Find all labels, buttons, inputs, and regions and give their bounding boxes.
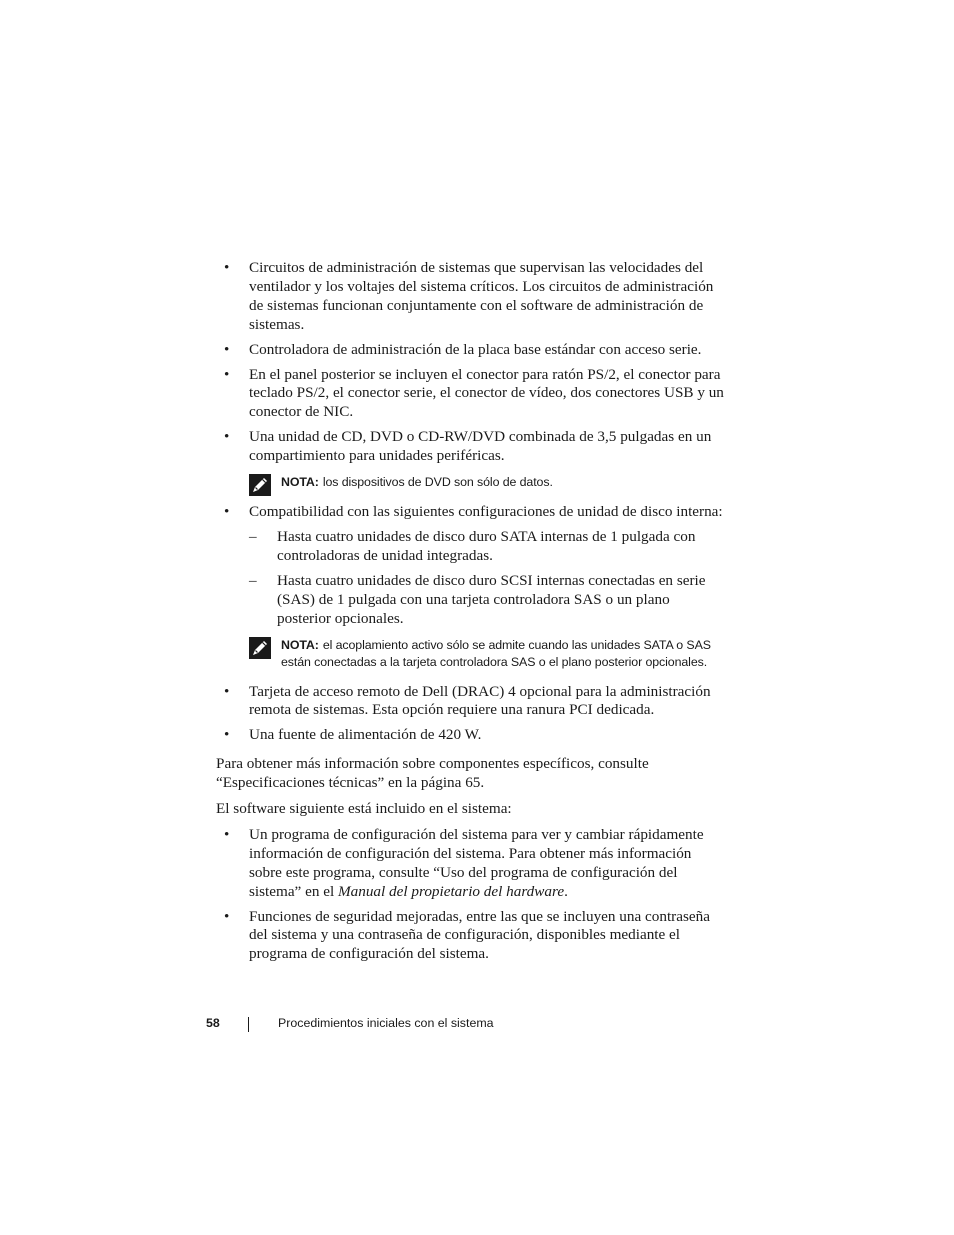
chapter-title: Procedimientos iniciales con el sistema bbox=[278, 1016, 494, 1030]
sub-list-item bbox=[216, 572, 726, 629]
bullet-marker: • bbox=[224, 428, 230, 446]
list-item-text: Funciones de seguridad mejoradas, entre las que se incluyen una contraseña del sistema y una contraseña de configuración, disponibles mediante el programa de configuración del sistema. bbox=[249, 907, 710, 963]
list-item-text: Tarjeta de acceso remoto de Dell (DRAC) 4 opcional para la administración remota de sistemas. Esta opción requiere una ranura PCI dedicada. bbox=[249, 682, 711, 719]
list-item bbox=[216, 908, 726, 965]
page-number: 58 bbox=[206, 1016, 220, 1030]
list-item-text: Compatibilidad con las siguientes configuraciones de unidad de disco interna: bbox=[249, 503, 723, 521]
list-item-text: Controladora de administración de la placa base estándar con acceso serie. bbox=[249, 340, 702, 358]
list-item bbox=[216, 259, 726, 335]
note-label: NOTA: bbox=[281, 637, 319, 652]
note-label: NOTA: bbox=[281, 475, 319, 490]
note-pencil-icon bbox=[249, 637, 271, 659]
list-item-text: Un programa de configuración del sistema para ver y cambiar rápidamente información de configuración del sistema. Para obtener más información sobre este programa, consulte “Uso del programa de configuración del sistema” en el bbox=[249, 825, 704, 900]
paragraph-software-intro: El software siguiente está incluido en el sistema: bbox=[216, 800, 512, 818]
list-item-text: En el panel posterior se incluyen el conector para ratón PS/2, el conector para teclado PS/2, el conector serie, el conector de vídeo, dos conectores USB y un conector de NIC. bbox=[249, 365, 724, 421]
list-item bbox=[216, 341, 726, 360]
list-item bbox=[216, 503, 726, 522]
manual-title: Manual del propietario del hardware bbox=[337, 882, 565, 900]
note-hot-plug bbox=[216, 637, 726, 671]
dash-marker: – bbox=[249, 527, 257, 545]
list-item-text: Una fuente de alimentación de 420 W. bbox=[249, 726, 482, 744]
dash-marker: – bbox=[249, 571, 257, 589]
list-item bbox=[216, 683, 726, 721]
list-item bbox=[216, 366, 726, 423]
note-text: el acoplamiento activo sólo se admite cuando las unidades SATA o SAS están conectadas a la tarjeta controladora SAS o el plano posterior opcionales. bbox=[281, 637, 711, 669]
note-text: los dispositivos de DVD son sólo de datos. bbox=[322, 475, 553, 490]
paragraph-more-info: Para obtener más información sobre componentes específicos, consulte “Especificaciones técnicas” en la página 65. bbox=[216, 755, 649, 792]
bullet-marker: • bbox=[224, 503, 230, 521]
sub-list-item-text: Hasta cuatro unidades de disco duro SCSI internas conectadas en serie (SAS) de 1 pulgada con una tarjeta controladora SAS o un plano posterior opcionales. bbox=[277, 571, 706, 627]
sub-list-item bbox=[216, 528, 726, 566]
bullet-marker: • bbox=[224, 726, 230, 744]
list-item-text: Circuitos de administración de sistemas que supervisan las velocidades del ventilador y los voltajes del sistema críticos. Los circuitos de administración de sistemas funcionan conjuntamente con el software de administración de sistemas. bbox=[249, 259, 714, 333]
list-item bbox=[216, 428, 726, 466]
list-item bbox=[216, 826, 726, 902]
bullet-marker: • bbox=[224, 825, 230, 843]
sub-list-item-text: Hasta cuatro unidades de disco duro SATA internas de 1 pulgada con controladoras de unidad integradas. bbox=[277, 527, 696, 564]
list-item bbox=[216, 726, 726, 745]
footer-divider bbox=[248, 1017, 249, 1032]
list-item-end: . bbox=[564, 882, 568, 900]
note-pencil-icon bbox=[249, 474, 271, 496]
page-content bbox=[216, 259, 726, 970]
note-dvd bbox=[216, 474, 726, 491]
bullet-marker: • bbox=[224, 365, 230, 383]
list-item-text: Una unidad de CD, DVD o CD-RW/DVD combinada de 3,5 pulgadas en un compartimiento para unidades periféricas. bbox=[249, 428, 712, 465]
bullet-marker: • bbox=[224, 259, 230, 276]
bullet-marker: • bbox=[224, 682, 230, 700]
bullet-marker: • bbox=[224, 340, 230, 358]
bullet-marker: • bbox=[224, 907, 230, 925]
